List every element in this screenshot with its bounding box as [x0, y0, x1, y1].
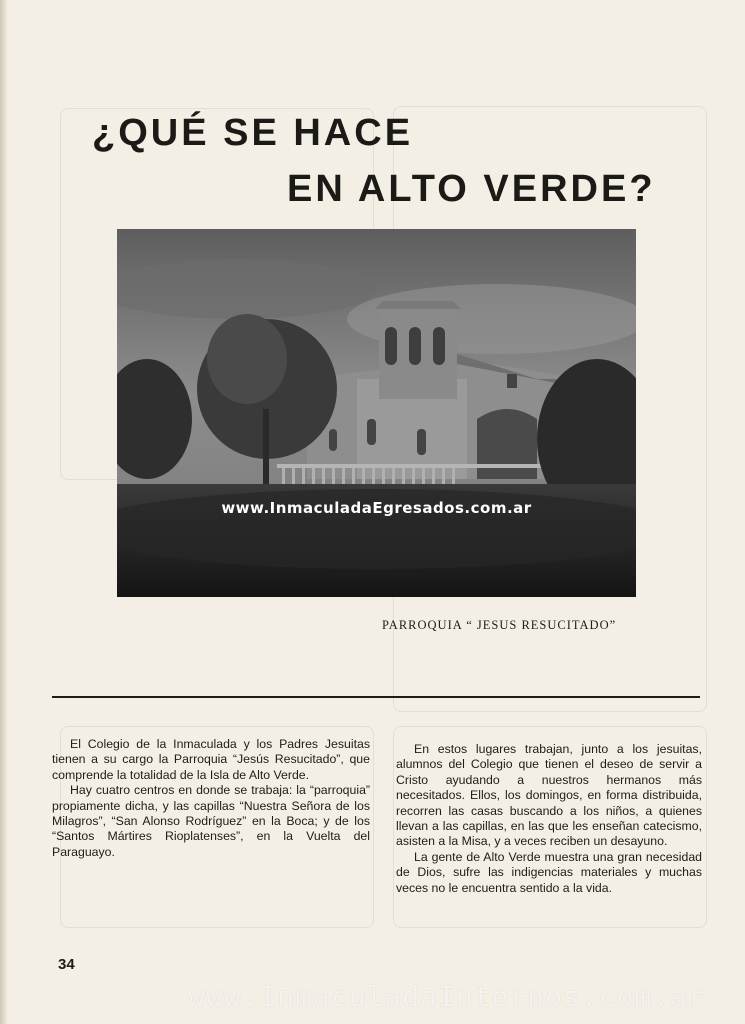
page-number: 34 [58, 956, 75, 973]
article-title-line-1: ¿QUÉ SE HACE [92, 112, 414, 154]
paragraph: Hay cuatro centros en donde se trabaja: la “parroquia” propiamente dicha, y las capillas “Nuestra Señora de los Milagros”, “San Alonso Rodríguez” en la Boca; y de los “Santos Mártires Rioplatenses”, en la Vuelta del Paraguayo. [52, 783, 370, 859]
article-column-left [52, 737, 370, 860]
section-divider [52, 696, 700, 698]
church-photo-drawing [117, 229, 636, 597]
photo-caption: PARROQUIA “ JESUS RESUCITADO” [382, 618, 617, 632]
paragraph: La gente de Alto Verde muestra una gran necesidad de Dios, sufre las indigencias materiales y muchas veces no le encuentra sentido a la vida. [396, 849, 702, 895]
footer-watermark: www.InmaculadaInternos.com.ar [188, 980, 706, 1013]
paragraph: En estos lugares trabajan, junto a los jesuitas, alumnos del Colegio que tienen el deseo de servir a Cristo ayudando a nuestros hermanos más necesitados. Ellos, los domingos, en forma distribuida, recorren las casas buscando a los niños, a quienes llevan a las capillas, en las que les enseñan catecismo, asisten a la Misa, y a veces reciben un desayuno. [396, 742, 702, 849]
paragraph: El Colegio de la Inmaculada y los Padres Jesuitas tienen a su cargo la Parroquia “Jesús Resucitado”, que comprende la totalidad de la Isla de Alto Verde. [52, 737, 370, 782]
photo-watermark: www.InmaculadaEgresados.com.ar [221, 499, 532, 517]
article-column-right [396, 742, 702, 896]
church-photo [117, 229, 636, 597]
article-title-line-2: EN ALTO VERDE? [287, 168, 656, 210]
page-edge-shadow [0, 0, 8, 1024]
